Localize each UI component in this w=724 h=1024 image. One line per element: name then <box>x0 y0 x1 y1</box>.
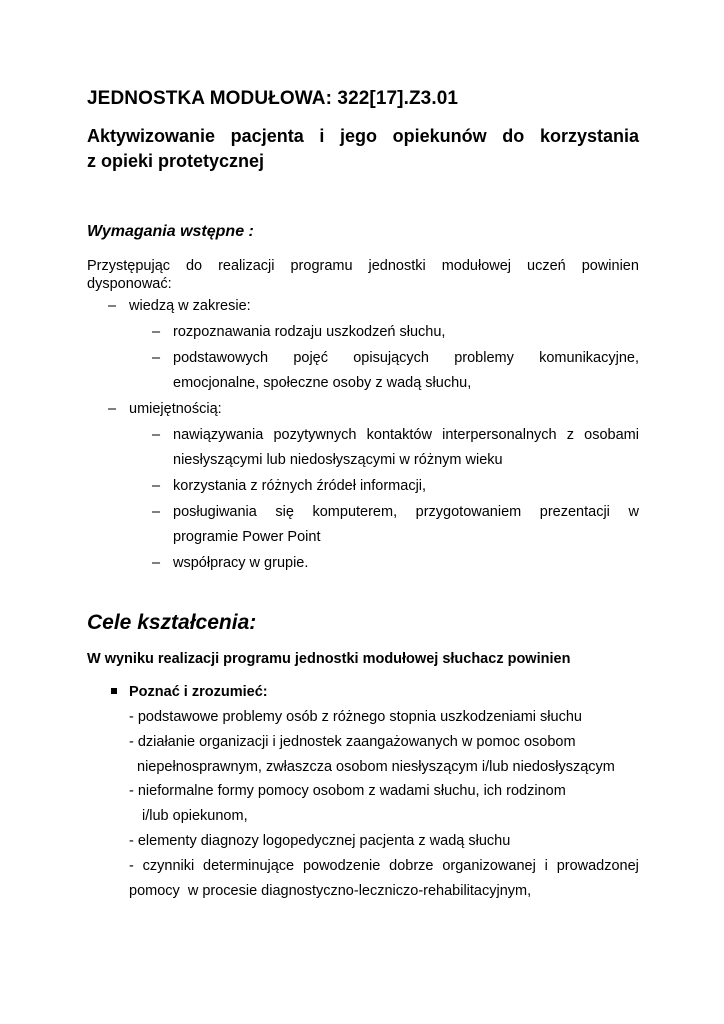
goals-line-3: niepełnosprawnym, zwłaszcza osobom niesłyszącym i/lub niedosłyszącym <box>137 759 615 775</box>
item-word: pojęć <box>293 350 328 366</box>
intro-word: jednostki <box>368 258 426 274</box>
subtitle-word: do <box>502 126 525 146</box>
subtitle-word: pacjenta <box>230 126 304 146</box>
skills-item-3-line-2: programie Power Point <box>173 529 321 545</box>
requirements-heading: Wymagania wstępne : <box>87 223 254 240</box>
goals-intro: W wyniku realizacji programu jednostki modułowej słuchacz powinien <box>87 651 571 667</box>
goals-line-6: - elementy diagnozy logopedycznej pacjenta z wadą słuchu <box>129 833 511 849</box>
item-word: kontaktów <box>366 427 432 443</box>
item-word: przygotowaniem <box>415 504 522 520</box>
knowledge-item-2-line-1 <box>173 349 639 367</box>
item-word: problemy <box>454 350 514 366</box>
goals-line-7 <box>129 857 639 875</box>
skills-item-3-line-1 <box>173 503 639 521</box>
intro-word: do <box>185 258 203 274</box>
item-word: posługiwania <box>173 504 257 520</box>
skills-item-1-line-2: niesłyszącymi lub niedosłyszącymi w różnym wieku <box>173 452 503 468</box>
skills-item-2: korzystania z różnych źródeł informacji, <box>173 478 427 494</box>
intro-word: powinien <box>581 258 639 274</box>
goal-word: dobrze <box>389 858 434 874</box>
unit-title: JEDNOSTKA MODUŁOWA: 322[17].Z3.01 <box>87 88 459 109</box>
requirements-intro-line-1 <box>87 257 639 275</box>
knowledge-item-1: rozpoznawania rodzaju uszkodzeń słuchu, <box>173 324 446 340</box>
goal-word: powodzenie <box>302 858 381 874</box>
intro-word: Przystępując <box>87 258 171 274</box>
goals-line-4: - nieformalne formy pomocy osobom z wadami słuchu, ich rodzinom <box>129 783 566 799</box>
goals-line-8: pomocy w procesie diagnostyczno-leczniczo-rehabilitacyjnym, <box>129 883 532 899</box>
goal-word: prowadzonej <box>556 858 639 874</box>
item-word: z <box>566 427 574 443</box>
dash-bullet: – <box>152 478 161 494</box>
dash-bullet: – <box>152 504 161 520</box>
item-word: nawiązywania <box>173 427 264 443</box>
goals-line-2: - działanie organizacji i jednostek zaangażowanych w pomoc osobom <box>129 734 576 750</box>
item-word: się <box>275 504 294 520</box>
goal-word: - <box>129 858 134 874</box>
goals-bullet-label: Poznać i zrozumieć: <box>129 684 268 700</box>
subtitle-word: opiekunów <box>392 126 487 146</box>
goal-word: determinujące <box>203 858 295 874</box>
subtitle-word: korzystania <box>539 126 639 146</box>
intro-word: programu <box>290 258 353 274</box>
goal-word: czynniki <box>142 858 195 874</box>
unit-subtitle-line-1 <box>87 124 639 149</box>
intro-word: modułowej <box>441 258 512 274</box>
item-word: komputerem, <box>312 504 398 520</box>
dash-bullet: – <box>108 401 117 417</box>
dash-bullet: – <box>152 350 161 366</box>
subtitle-word: i <box>319 126 325 146</box>
dash-bullet: – <box>152 324 161 340</box>
dash-bullet: – <box>152 555 161 571</box>
item-word: osobami <box>584 427 639 443</box>
dash-bullet: – <box>152 427 161 443</box>
dash-bullet: – <box>108 298 117 314</box>
skills-label: umiejętnością: <box>129 401 222 417</box>
skills-item-1-line-1 <box>173 426 639 444</box>
goal-word: i <box>544 858 548 874</box>
item-word: komunikacyjne, <box>539 350 639 366</box>
intro-word: uczeń <box>527 258 566 274</box>
item-word: pozytywnych <box>273 427 357 443</box>
subtitle-word: Aktywizowanie <box>87 126 216 146</box>
item-word: opisujących <box>353 350 429 366</box>
knowledge-label: wiedzą w zakresie: <box>129 298 251 314</box>
item-word: interpersonalnych <box>442 427 557 443</box>
intro-word: realizacji <box>218 258 275 274</box>
goals-line-1: - podstawowe problemy osób z różnego stopnia uszkodzeniami słuchu <box>129 709 582 725</box>
goals-heading: Cele kształcenia: <box>87 611 257 634</box>
unit-subtitle-line-2: z opieki protetycznej <box>87 151 265 171</box>
subtitle-word: jego <box>340 126 378 146</box>
knowledge-item-2-line-2: emocjonalne, społeczne osoby z wadą słuchu, <box>173 375 472 391</box>
item-word: podstawowych <box>173 350 269 366</box>
item-word: w <box>628 504 639 520</box>
requirements-intro-line-2: dysponować: <box>87 276 172 292</box>
item-word: prezentacji <box>539 504 610 520</box>
skills-item-4: współpracy w grupie. <box>173 555 309 571</box>
goals-line-5: i/lub opiekunom, <box>142 808 248 824</box>
goal-word: organizowanej <box>442 858 536 874</box>
square-bullet-icon <box>111 688 117 694</box>
